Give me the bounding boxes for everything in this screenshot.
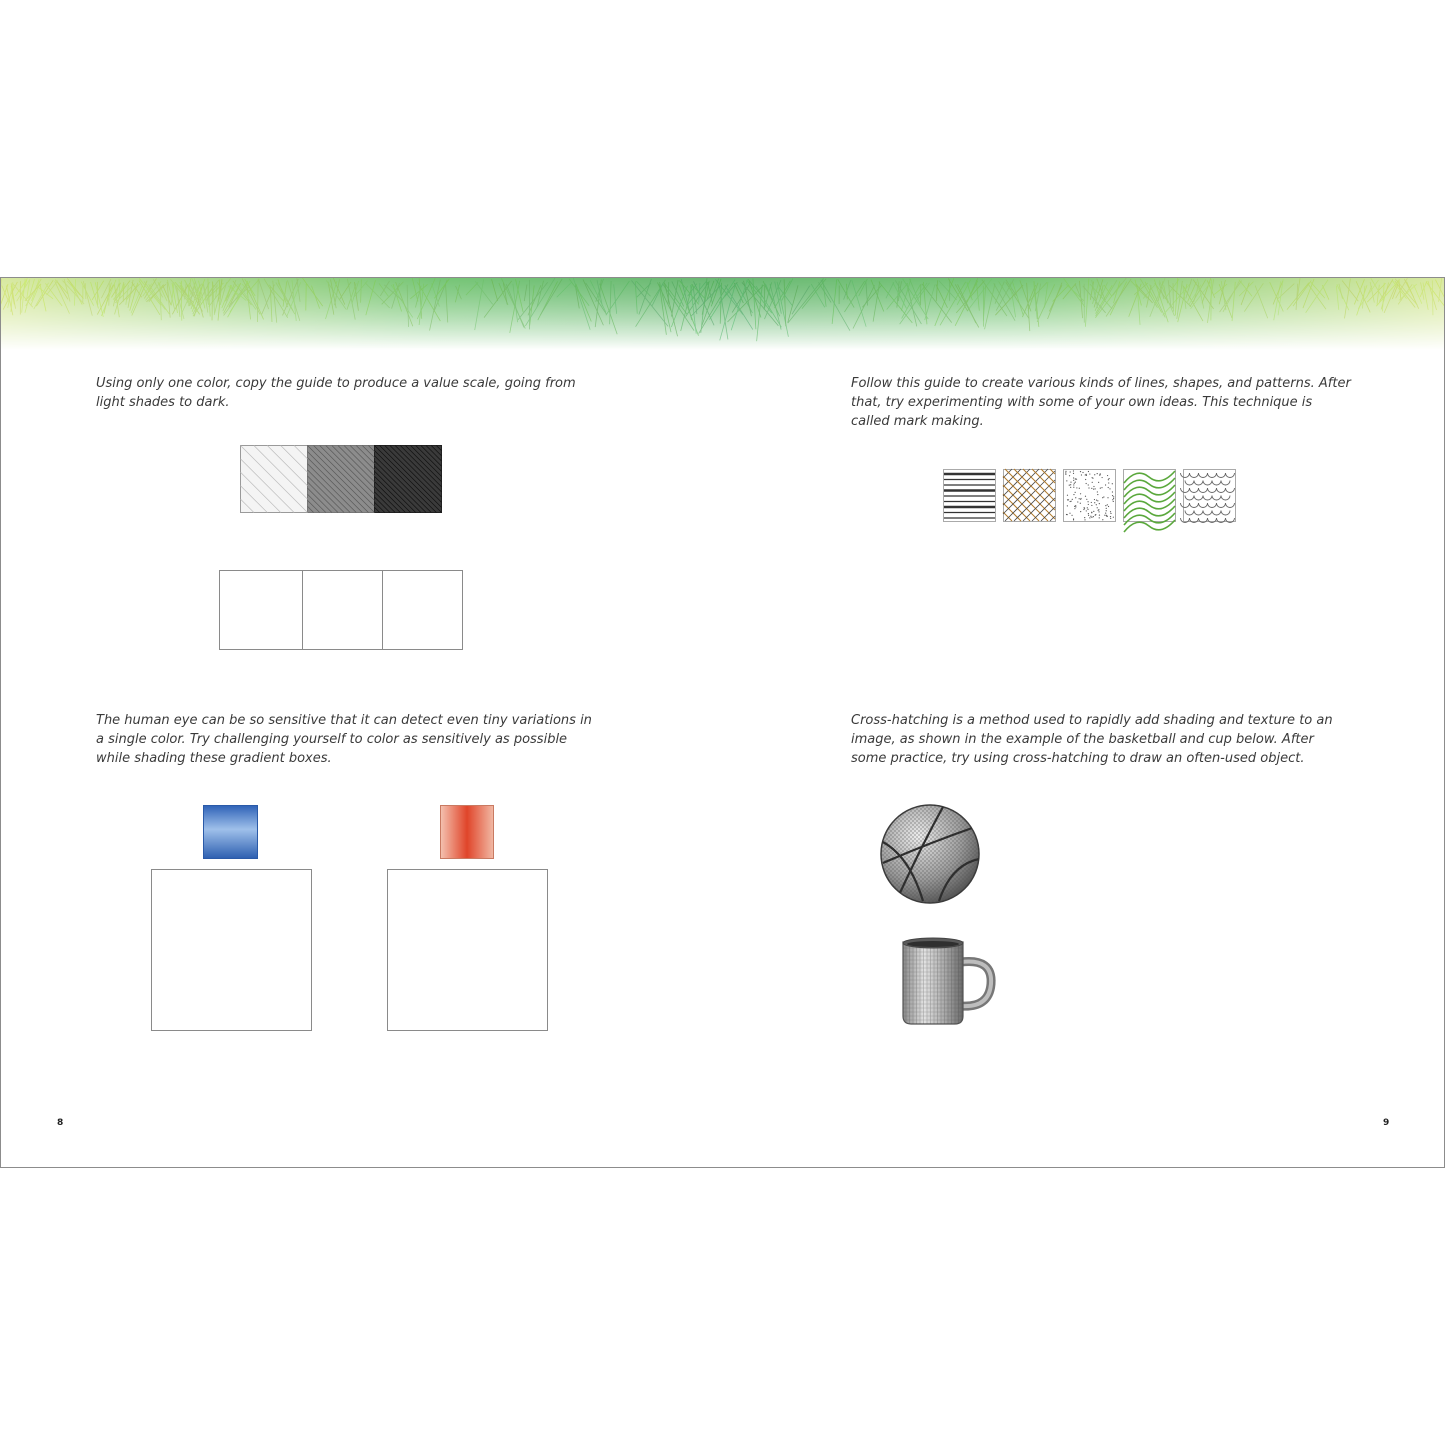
mark-making-guide	[943, 469, 1237, 525]
gradient-caption: The human eye can be so sensitive that it can detect even tiny variations in a single color. Try challenging yourself to color as sensitively as possible while shading these gradient boxes.	[96, 713, 592, 766]
value-box-3[interactable]	[382, 570, 463, 650]
crosshatch-grid-icon	[1003, 469, 1056, 522]
cross-hatching-caption: Cross-hatching is a method used to rapidly add shading and texture to an image, as shown in the example of the basketball and cup below. After some practice, try using cross-hatching to draw an often-used object.	[851, 713, 1333, 766]
book-spread	[0, 277, 1445, 1168]
value-scale-caption: Using only one color, copy the guide to produce a value scale, going from light shades to dark.	[96, 376, 576, 410]
value-box-2[interactable]	[302, 570, 384, 650]
blue-gradient-swatch	[203, 805, 258, 859]
value-scale-guide	[240, 445, 442, 513]
green-crayon-banner	[1, 278, 1444, 350]
page-number-right: 9	[1383, 1118, 1390, 1128]
blue-gradient-box[interactable]	[151, 869, 312, 1031]
mug-icon	[897, 936, 995, 1028]
mark-making-caption: Follow this guide to create various kinds of lines, shapes, and patterns. After that, try experimenting with some of your own ideas. This technique is called mark making.	[851, 376, 1351, 429]
page-number-left: 8	[57, 1118, 64, 1128]
wave-lines-icon	[1124, 470, 1176, 533]
scales-pattern-icon	[1181, 470, 1236, 523]
basketball-icon	[879, 803, 981, 905]
red-gradient-box[interactable]	[387, 869, 548, 1031]
stipple-dots-icon	[1064, 470, 1116, 522]
value-box-1[interactable]	[219, 570, 304, 650]
red-gradient-swatch	[440, 805, 494, 859]
lines-icon	[944, 470, 996, 522]
